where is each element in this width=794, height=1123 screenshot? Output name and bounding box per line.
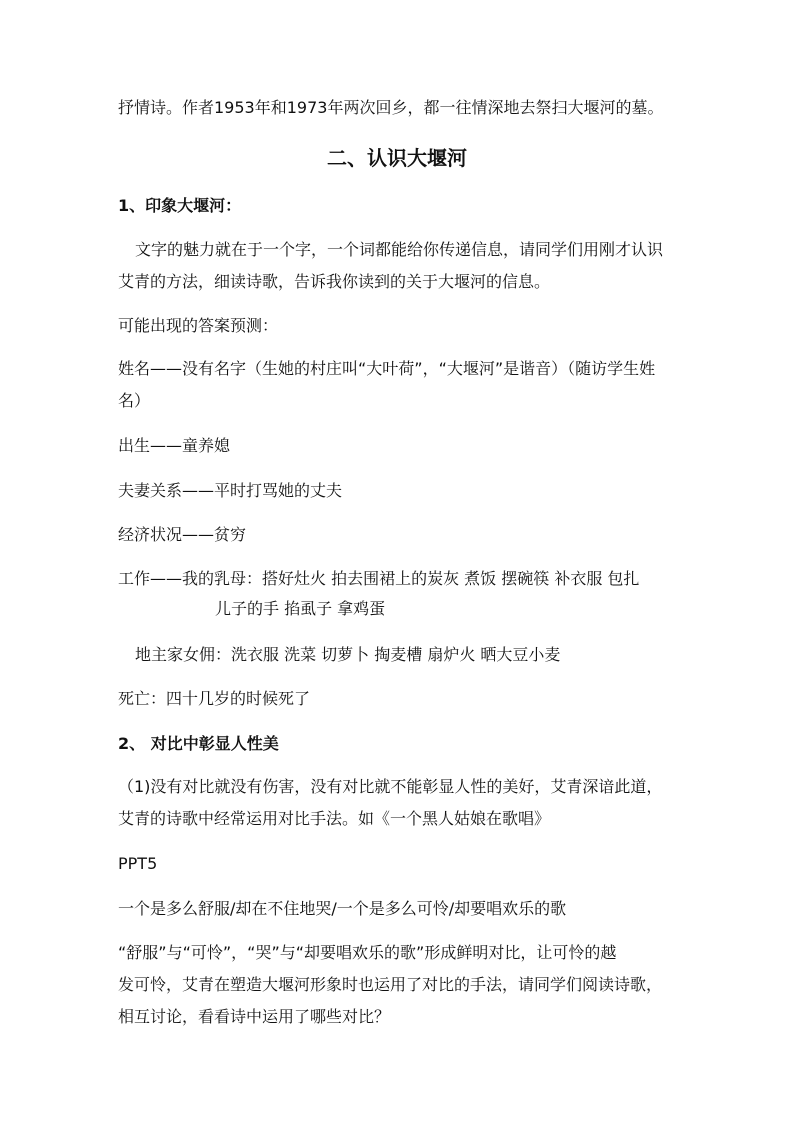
paragraph-3-line-1: “舒服”与“可怜”，“哭”与“却要唱欢乐的歌”形成鲜明对比，让可怜的越 [118, 943, 617, 962]
name-line-2: 名） [118, 391, 151, 410]
name-line-1: 姓名——没有名字（生她的村庄叫“大叶荷”，“大堰河”是谐音）（随访学生姓 [118, 359, 656, 378]
ppt-label: PPT5 [118, 854, 158, 873]
paragraph-3-line-2: 发可怜，艾青在塑造大堰河形象时也运用了对比的手法，请同学们阅读诗歌， [118, 975, 663, 994]
work-line-2: 儿子的手 掐虱子 拿鸡蛋 [215, 599, 386, 618]
economy-line: 经济状况——贫穷 [118, 525, 247, 544]
section-heading: 二、认识大堰河 [327, 146, 467, 170]
paragraph-1-line-2: 艾青的方法，细读诗歌，告诉我你读到的关于大堰河的信息。 [118, 272, 551, 291]
marriage-line: 夫妻关系——平时打骂她的丈夫 [118, 481, 343, 500]
paragraph-2-line-2: 艾青的诗歌中经常运用对比手法。如《一个黑人姑娘在歌唱》 [118, 809, 551, 828]
intro-line: 抒情诗。作者1953年和1973年两次回乡，都一往情深地去祭扫大堰河的墓。 [118, 98, 664, 117]
landlord-line: 地主家女佣：洗衣服 洗菜 切萝卜 掏麦槽 扇炉火 晒大豆小麦 [135, 645, 561, 664]
paragraph-2-line-1: （1)没有对比就没有伤害，没有对比就不能彰显人性的美好，艾青深谙此道， [118, 777, 663, 796]
poem-line: 一个是多么舒服/却在不住地哭/一个是多么可怜/却要唱欢乐的歌 [118, 899, 567, 918]
subsection-title-1: 1、印象大堰河： [118, 196, 242, 215]
answers-label: 可能出现的答案预测： [118, 316, 279, 335]
subsection-title-2: 2、 对比中彰显人性美 [118, 734, 279, 753]
work-line-1: 工作——我的乳母：搭好灶火 拍去围裙上的炭灰 煮饭 摆碗筷 补衣服 包扎 [118, 569, 640, 588]
death-line: 死亡：四十几岁的时候死了 [118, 689, 311, 708]
paragraph-3-line-3: 相互讨论，看看诗中运用了哪些对比？ [118, 1007, 391, 1026]
paragraph-1-line-1: 文字的魅力就在于一个字，一个词都能给你传递信息，请同学们用刚才认识 [135, 240, 664, 259]
birth-line: 出生——童养媳 [118, 436, 231, 455]
